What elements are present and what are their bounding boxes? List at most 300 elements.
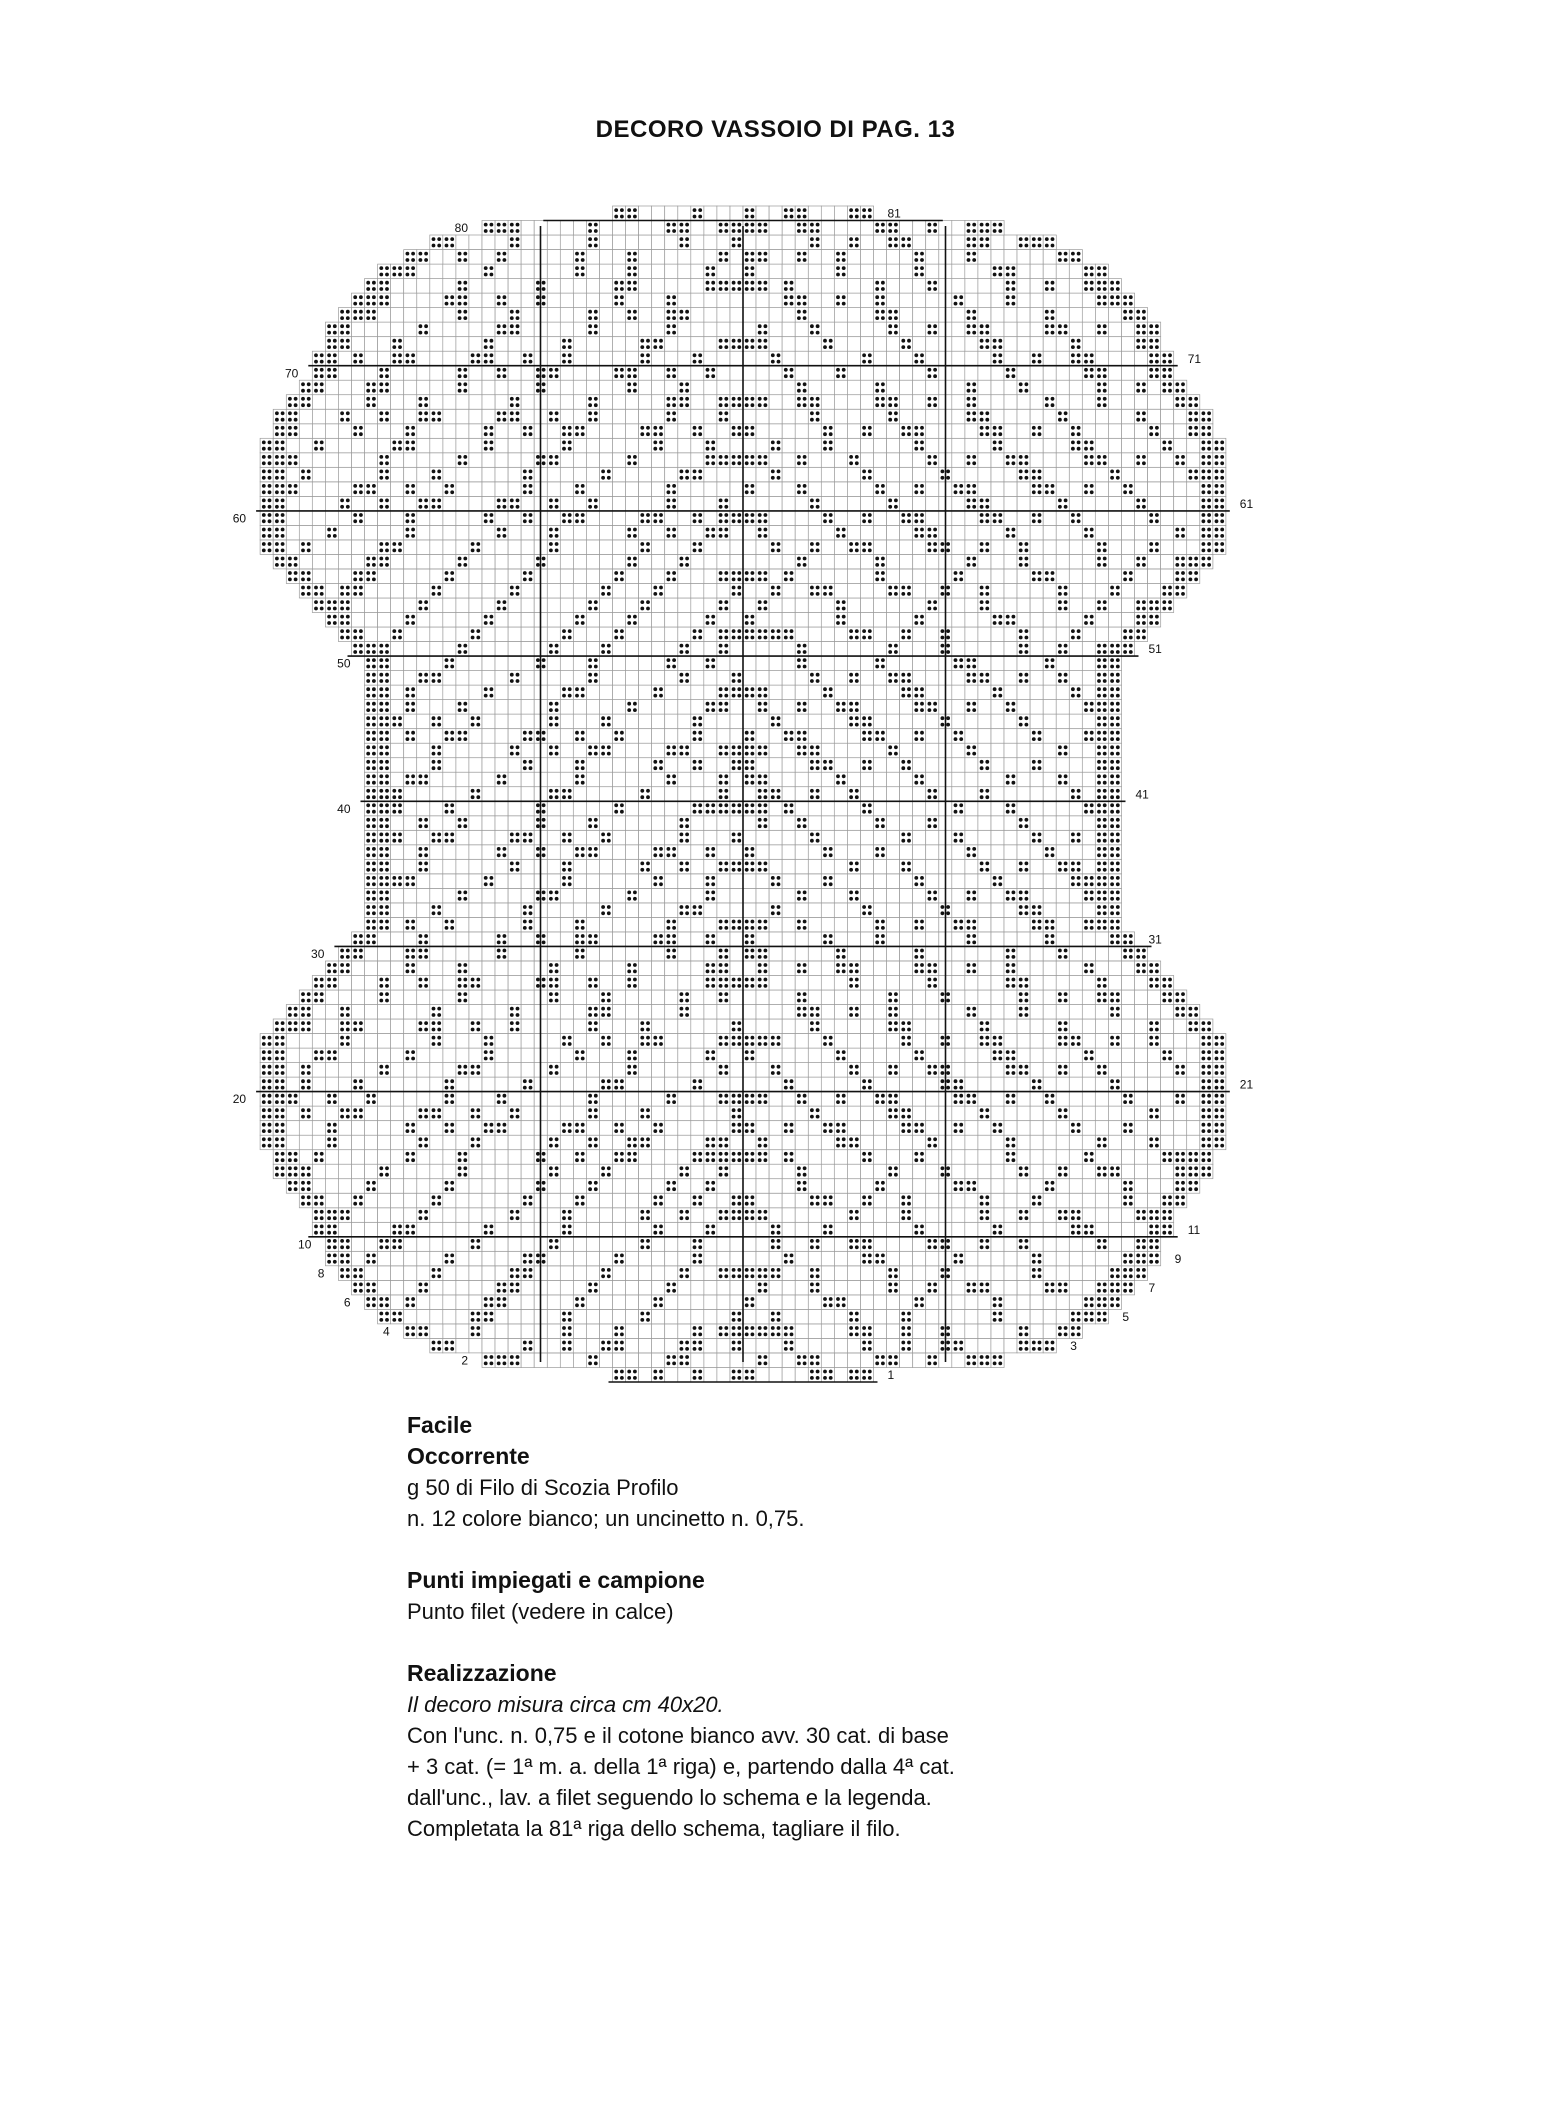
chart-dot — [503, 1355, 507, 1359]
chart-dot — [711, 1137, 715, 1141]
chart-cell — [913, 1222, 926, 1237]
chart-dot — [777, 1065, 781, 1069]
chart-dot — [724, 1100, 728, 1104]
chart-dot — [476, 1239, 480, 1243]
chart-cell — [861, 1368, 874, 1383]
chart-cell — [952, 903, 965, 918]
chart-dot — [411, 1123, 415, 1127]
chart-cell — [352, 961, 365, 976]
chart-cell — [652, 976, 665, 991]
chart-cell — [417, 1077, 430, 1092]
chart-dot — [575, 920, 579, 924]
chart-dot — [633, 1137, 637, 1141]
chart-cell — [1108, 1222, 1121, 1237]
chart-dot — [680, 992, 684, 996]
chart-dot — [1064, 1333, 1068, 1337]
chart-cell — [430, 1208, 443, 1223]
chart-dot — [907, 1333, 911, 1337]
chart-cell — [1108, 1077, 1121, 1092]
chart-dot — [1051, 1094, 1055, 1098]
chart-dot — [693, 1245, 697, 1249]
chart-cell — [286, 1063, 299, 1078]
chart-cell — [965, 1324, 978, 1339]
chart-dot — [985, 1362, 989, 1366]
chart-cell — [508, 1019, 521, 1034]
chart-cell — [795, 1019, 808, 1034]
chart-dot — [875, 1254, 879, 1258]
chart-dot — [411, 970, 415, 974]
chart-cell — [626, 1295, 639, 1310]
chart-dot — [275, 1152, 279, 1156]
chart-cell — [874, 976, 887, 991]
chart-cell — [456, 1295, 469, 1310]
chart-cell — [900, 932, 913, 947]
chart-dot — [372, 905, 376, 909]
chart-dot — [581, 847, 585, 851]
chart-cell — [861, 1222, 874, 1237]
chart-cell — [834, 1280, 847, 1295]
chart-cell — [743, 1237, 756, 1252]
chart-dot — [829, 1303, 833, 1307]
chart-cell — [1095, 1280, 1108, 1295]
chart-cell — [613, 1222, 626, 1237]
chart-dot — [894, 1021, 898, 1025]
chart-dot — [268, 1123, 272, 1127]
chart-cell — [1056, 1034, 1069, 1049]
chart-dot — [928, 1065, 932, 1069]
chart-cell — [1122, 1135, 1135, 1150]
chart-dot — [1097, 1173, 1101, 1177]
chart-dot — [333, 1100, 337, 1104]
chart-cell — [547, 1092, 560, 1107]
chart-cell — [469, 1034, 482, 1049]
chart-dot — [1181, 1187, 1185, 1191]
chart-dot — [1064, 1210, 1068, 1214]
chart-dot — [693, 1086, 697, 1090]
chart-dot — [1116, 1289, 1120, 1293]
chart-dot — [933, 891, 937, 895]
chart-cell — [691, 1193, 704, 1208]
chart-cell — [586, 1005, 599, 1020]
chart-cell — [547, 1280, 560, 1295]
chart-cell — [756, 1222, 769, 1237]
chart-cell — [704, 946, 717, 961]
chart-cell — [821, 976, 834, 991]
chart-dot — [1149, 978, 1153, 982]
chart-cell — [704, 874, 717, 889]
chart-dot — [372, 876, 376, 880]
chart-dot — [372, 897, 376, 901]
chart-dot — [1064, 1289, 1068, 1293]
chart-cell — [691, 1121, 704, 1136]
chart-dot — [1116, 934, 1120, 938]
chart-dot — [607, 1341, 611, 1345]
chart-dot — [998, 1303, 1002, 1307]
chart-dot — [445, 1100, 449, 1104]
chart-cell — [652, 859, 665, 874]
chart-dot — [881, 1094, 885, 1098]
chart-dot — [784, 1341, 788, 1345]
chart-cell — [1004, 1222, 1017, 1237]
chart-dot — [1012, 1065, 1016, 1069]
chart-cell — [821, 903, 834, 918]
chart-cell — [1148, 1005, 1161, 1020]
chart-dot — [784, 1152, 788, 1156]
chart-dot — [458, 963, 462, 967]
chart-cell — [1030, 961, 1043, 976]
chart-cell — [417, 1208, 430, 1223]
chart-cell — [665, 1295, 678, 1310]
chart-cell — [782, 1150, 795, 1165]
chart-dot — [758, 1042, 762, 1046]
chart-cell — [821, 1338, 834, 1353]
chart-cell — [430, 932, 443, 947]
chart-cell — [1017, 859, 1030, 874]
chart-cell — [1082, 1251, 1095, 1266]
chart-dot — [862, 1152, 866, 1156]
chart-cell — [821, 1005, 834, 1020]
chart-dot — [946, 1274, 950, 1278]
chart-cell — [1056, 859, 1069, 874]
chart-dot — [568, 1312, 572, 1316]
chart-dot — [1032, 905, 1036, 909]
chart-dot — [359, 941, 363, 945]
chart-cell — [286, 1034, 299, 1049]
chart-cell — [704, 1251, 717, 1266]
chart-cell — [717, 1222, 730, 1237]
chart-cell — [769, 1164, 782, 1179]
chart-cell — [560, 1208, 573, 1223]
chart-cell — [1148, 1251, 1161, 1266]
chart-dot — [340, 1021, 344, 1025]
chart-dot — [607, 1086, 611, 1090]
chart-dot — [797, 891, 801, 895]
chart-dot — [1189, 1021, 1193, 1025]
chart-cell — [430, 1266, 443, 1281]
chart-cell — [782, 1164, 795, 1179]
chart-dot — [588, 1144, 592, 1148]
chart-dot — [745, 1100, 749, 1104]
chart-dot — [972, 1289, 976, 1293]
chart-cell — [1095, 961, 1108, 976]
chart-cell — [1017, 1222, 1030, 1237]
chart-dot — [1064, 862, 1068, 866]
chart-cell — [743, 1150, 756, 1165]
chart-cell — [978, 1193, 991, 1208]
chart-cell — [1082, 1106, 1095, 1121]
chart-dot — [281, 1173, 285, 1177]
chart-cell — [391, 874, 404, 889]
chart-dot — [333, 1245, 337, 1249]
chart-cell — [860, 990, 873, 1005]
chart-dot — [424, 1115, 428, 1119]
chart-cell — [991, 1135, 1004, 1150]
chart-cell — [1095, 1295, 1108, 1310]
chart-cell — [365, 1063, 378, 1078]
chart-cell — [965, 1005, 978, 1020]
chart-dot — [758, 955, 762, 959]
chart-cell — [1017, 1164, 1030, 1179]
chart-cell — [1030, 859, 1043, 874]
chart-dot — [724, 1326, 728, 1330]
chart-cell — [1043, 874, 1056, 889]
chart-cell — [978, 1135, 991, 1150]
chart-dot — [614, 1123, 618, 1127]
chart-cell — [613, 1135, 626, 1150]
chart-dot — [346, 1216, 350, 1220]
chart-cell — [1043, 1309, 1056, 1324]
chart-cell — [887, 946, 900, 961]
chart-dot — [646, 1042, 650, 1046]
chart-dot — [314, 992, 318, 996]
chart-dot — [810, 1013, 814, 1017]
chart-cell — [691, 1324, 704, 1339]
chart-cell — [325, 1164, 338, 1179]
chart-dot — [353, 1195, 357, 1199]
chart-cell — [847, 1019, 860, 1034]
chart-dot — [262, 1050, 266, 1054]
chart-dot — [562, 882, 566, 886]
chart-cell — [626, 845, 639, 860]
chart-dot — [1097, 1318, 1101, 1322]
chart-dot — [1220, 1071, 1224, 1075]
chart-cell — [861, 888, 874, 903]
chart-dot — [745, 1370, 749, 1374]
chart-dot — [275, 1144, 279, 1148]
chart-cell — [1030, 1280, 1043, 1295]
chart-cell — [469, 1121, 482, 1136]
chart-cell — [965, 1150, 978, 1165]
chart-cell — [743, 888, 756, 903]
chart-dot — [764, 868, 768, 872]
chart-dot — [1116, 876, 1120, 880]
chart-cell — [926, 1193, 939, 1208]
chart-cell — [286, 1092, 299, 1107]
chart-dot — [849, 1137, 853, 1141]
chart-cell — [717, 903, 730, 918]
chart-dot — [1110, 1013, 1114, 1017]
chart-cell — [730, 1353, 743, 1368]
chart-cell — [808, 932, 821, 947]
chart-dot — [1162, 984, 1166, 988]
chart-cell — [391, 1063, 404, 1078]
chart-cell — [808, 1222, 821, 1237]
chart-dot — [901, 862, 905, 866]
chart-cell — [1187, 1034, 1200, 1049]
chart-dot — [719, 1137, 723, 1141]
chart-dot — [594, 1355, 598, 1359]
chart-dot — [406, 1057, 410, 1061]
chart-dot — [510, 1289, 514, 1293]
chart-cell — [325, 1019, 338, 1034]
chart-cell — [639, 888, 652, 903]
chart-cell — [652, 903, 665, 918]
chart-cell — [430, 1005, 443, 1020]
chart-dot — [797, 992, 801, 996]
chart-cell — [834, 1092, 847, 1107]
chart-dot — [672, 1355, 676, 1359]
chart-cell — [900, 859, 913, 874]
chart-dot — [307, 1021, 311, 1025]
chart-dot — [614, 1326, 618, 1330]
chart-dot — [1110, 1283, 1114, 1287]
chart-dot — [385, 911, 389, 915]
chart-dot — [646, 1028, 650, 1032]
chart-dot — [536, 984, 540, 988]
chart-dot — [672, 1187, 676, 1191]
chart-cell — [717, 1368, 730, 1383]
chart-cell — [887, 1034, 900, 1049]
chart-cell — [521, 1222, 534, 1237]
chart-dot — [719, 1210, 723, 1214]
chart-dot — [510, 1007, 514, 1011]
chart-dot — [901, 1326, 905, 1330]
chart-dot — [842, 1129, 846, 1133]
chart-dot — [797, 1013, 801, 1017]
chart-dot — [698, 1152, 702, 1156]
chart-dot — [372, 926, 376, 930]
chart-dot — [601, 905, 605, 909]
chart-cell — [1056, 1179, 1069, 1194]
chart-dot — [640, 868, 644, 872]
chart-cell — [521, 990, 534, 1005]
chart-dot — [888, 1100, 892, 1104]
chart-cell — [1004, 1164, 1017, 1179]
chart-cell — [495, 1150, 508, 1165]
chart-dot — [450, 1260, 454, 1264]
chart-dot — [1194, 1181, 1198, 1185]
chart-cell — [1122, 1280, 1135, 1295]
chart-dot — [1155, 1239, 1159, 1243]
chart-cell — [391, 1092, 404, 1107]
chart-dot — [262, 1057, 266, 1061]
chart-cell — [652, 845, 665, 860]
chart-dot — [301, 992, 305, 996]
chart-cell — [665, 1005, 678, 1020]
chart-cell — [717, 1338, 730, 1353]
chart-cell — [926, 946, 939, 961]
chart-dot — [1025, 992, 1029, 996]
chart-dot — [777, 1312, 781, 1316]
chart-cell — [704, 1208, 717, 1223]
chart-dot — [463, 963, 467, 967]
chart-dot — [562, 1123, 566, 1127]
chart-cell — [861, 1135, 874, 1150]
chart-cell — [299, 1179, 312, 1194]
chart-dot — [1215, 1036, 1219, 1040]
chart-dot — [562, 1210, 566, 1214]
chart-dot — [1155, 1144, 1159, 1148]
chart-dot — [816, 1289, 820, 1293]
chart-cell — [1030, 946, 1043, 961]
chart-dot — [346, 1239, 350, 1243]
chart-dot — [985, 1021, 989, 1025]
chart-cell — [547, 961, 560, 976]
chart-cell — [508, 1150, 521, 1165]
chart-dot — [667, 853, 671, 857]
chart-cell — [795, 1295, 808, 1310]
chart-dot — [581, 853, 585, 857]
chart-dot — [450, 1254, 454, 1258]
chart-dot — [1149, 1036, 1153, 1040]
chart-cell — [730, 976, 743, 991]
chart-cell — [417, 1237, 430, 1252]
chart-dot — [764, 970, 768, 974]
chart-dot — [928, 1283, 932, 1287]
chart-cell — [456, 1222, 469, 1237]
chart-cell — [847, 1222, 860, 1237]
chart-dot — [542, 1181, 546, 1185]
chart-cell — [1108, 946, 1121, 961]
chart-dot — [698, 1254, 702, 1258]
chart-cell — [417, 1179, 430, 1194]
chart-dot — [333, 1050, 337, 1054]
chart-cell — [521, 917, 534, 932]
chart-dot — [764, 1355, 768, 1359]
chart-cell — [665, 1280, 678, 1295]
chart-cell — [1069, 1034, 1082, 1049]
chart-dot — [1090, 1318, 1094, 1322]
chart-cell — [338, 1048, 351, 1063]
chart-dot — [549, 992, 553, 996]
chart-cell — [665, 1048, 678, 1063]
chart-dot — [1019, 911, 1023, 915]
chart-cell — [391, 976, 404, 991]
chart-dot — [471, 984, 475, 988]
chart-dot — [790, 1341, 794, 1345]
chart-dot — [724, 1152, 728, 1156]
chart-dot — [745, 862, 749, 866]
chart-dot — [314, 1057, 318, 1061]
chart-cell — [560, 1266, 573, 1281]
chart-cell — [756, 917, 769, 932]
chart-dot — [693, 1326, 697, 1330]
chart-dot — [758, 984, 762, 988]
chart-dot — [640, 1115, 644, 1119]
chart-dot — [379, 905, 383, 909]
chart-dot — [758, 1158, 762, 1162]
chart-dot — [685, 1341, 689, 1345]
chart-cell — [600, 1266, 613, 1281]
chart-dot — [855, 1326, 859, 1330]
chart-dot — [855, 970, 859, 974]
chart-cell — [626, 1121, 639, 1136]
chart-cell — [482, 1309, 495, 1324]
chart-dot — [907, 1028, 911, 1032]
chart-dot — [327, 1144, 331, 1148]
chart-dot — [555, 970, 559, 974]
chart-cell — [847, 1150, 860, 1165]
chart-dot — [855, 1210, 859, 1214]
chart-cell — [365, 946, 378, 961]
chart-cell — [626, 1368, 639, 1383]
chart-cell — [378, 1077, 391, 1092]
chart-cell — [743, 1179, 756, 1194]
chart-dot — [275, 1079, 279, 1083]
chart-cell — [665, 1193, 678, 1208]
chart-dot — [437, 905, 441, 909]
chart-dot — [340, 1028, 344, 1032]
chart-cell — [1017, 1135, 1030, 1150]
chart-cell — [1148, 976, 1161, 991]
chart-dot — [281, 1086, 285, 1090]
chart-dot — [614, 1347, 618, 1351]
chart-cell — [743, 1034, 756, 1049]
chart-dot — [1194, 1152, 1198, 1156]
chart-dot — [275, 1108, 279, 1112]
chart-dot — [907, 1318, 911, 1322]
chart-dot — [510, 1216, 514, 1220]
